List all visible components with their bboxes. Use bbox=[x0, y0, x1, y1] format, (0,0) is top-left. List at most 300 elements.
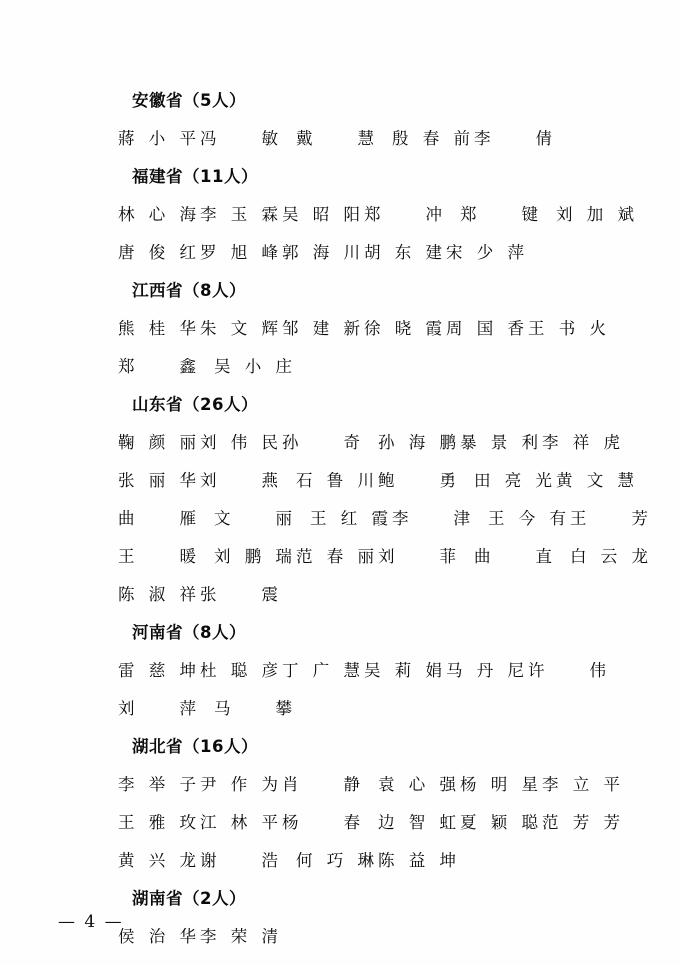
name-char: 智 bbox=[408, 813, 426, 832]
person-name bbox=[282, 234, 364, 272]
person-name bbox=[118, 424, 200, 462]
name-char: 昭 bbox=[312, 205, 330, 224]
person-name bbox=[214, 500, 310, 538]
name-char: 殷 bbox=[392, 129, 409, 148]
name-char: 益 bbox=[408, 851, 426, 870]
person-name bbox=[200, 842, 296, 880]
name-char: 王 bbox=[118, 547, 135, 566]
name-char: 川 bbox=[343, 243, 360, 262]
province-name: 山东省 bbox=[132, 395, 183, 414]
name-char: 祥 bbox=[179, 585, 196, 604]
name-char: 莉 bbox=[394, 661, 412, 680]
province-count: （2人） bbox=[183, 889, 246, 908]
name-char: 夏 bbox=[460, 813, 477, 832]
name-char: 郑 bbox=[118, 357, 135, 376]
name-row bbox=[118, 690, 588, 728]
name-char: 阳 bbox=[343, 205, 360, 224]
name-char: 戴 bbox=[296, 129, 313, 148]
name-char: 奇 bbox=[343, 433, 360, 452]
name-char: 颖 bbox=[490, 813, 508, 832]
name-char: 曲 bbox=[118, 509, 135, 528]
province-name: 福建省 bbox=[132, 167, 183, 186]
name-char: 书 bbox=[558, 319, 576, 338]
name-char: 鲍 bbox=[378, 471, 395, 490]
person-name bbox=[392, 120, 474, 158]
name-char: 倩 bbox=[535, 129, 552, 148]
name-char: 斌 bbox=[617, 205, 634, 224]
name-char: 孙 bbox=[282, 433, 299, 452]
province-heading bbox=[118, 386, 588, 424]
province-section bbox=[118, 272, 606, 386]
person-name bbox=[296, 120, 392, 158]
person-name bbox=[378, 424, 460, 462]
name-char: 伟 bbox=[589, 661, 606, 680]
name-char: 周 bbox=[446, 319, 463, 338]
name-char: 杨 bbox=[460, 775, 477, 794]
name-char: 虹 bbox=[439, 813, 456, 832]
province-section bbox=[118, 158, 634, 272]
name-row bbox=[118, 576, 588, 614]
province-name: 湖北省 bbox=[132, 737, 183, 756]
name-char: 海 bbox=[408, 433, 426, 452]
name-char: 陈 bbox=[378, 851, 395, 870]
name-char: 侯 bbox=[118, 927, 135, 946]
name-char: 广 bbox=[312, 661, 330, 680]
name-char: 郭 bbox=[282, 243, 299, 262]
name-char: 兴 bbox=[148, 851, 166, 870]
province-count: （5人） bbox=[183, 91, 246, 110]
person-name bbox=[542, 804, 624, 842]
name-char: 马 bbox=[446, 661, 463, 680]
name-char: 前 bbox=[453, 129, 470, 148]
person-name bbox=[200, 804, 282, 842]
person-name bbox=[200, 918, 282, 956]
name-char: 肖 bbox=[282, 775, 299, 794]
province-name: 安徽省 bbox=[132, 91, 183, 110]
person-name bbox=[118, 652, 200, 690]
province-count: （8人） bbox=[183, 623, 246, 642]
name-row bbox=[118, 766, 620, 804]
name-char: 文 bbox=[214, 509, 231, 528]
name-char: 王 bbox=[570, 509, 587, 528]
name-char: 慈 bbox=[148, 661, 166, 680]
name-char: 明 bbox=[490, 775, 508, 794]
name-char: 黄 bbox=[118, 851, 135, 870]
name-char: 华 bbox=[179, 319, 196, 338]
name-char: 平 bbox=[603, 775, 620, 794]
person-name bbox=[570, 538, 652, 576]
name-char: 谢 bbox=[200, 851, 217, 870]
name-char: 李 bbox=[392, 509, 409, 528]
person-name bbox=[474, 538, 570, 576]
name-char: 聪 bbox=[521, 813, 538, 832]
name-char: 田 bbox=[474, 471, 491, 490]
name-row bbox=[118, 120, 588, 158]
name-char: 丁 bbox=[282, 661, 299, 680]
person-name bbox=[200, 234, 282, 272]
person-name bbox=[378, 462, 474, 500]
province-count: （16人） bbox=[183, 737, 258, 756]
name-char: 徐 bbox=[364, 319, 381, 338]
name-char: 勇 bbox=[439, 471, 456, 490]
name-char: 曲 bbox=[474, 547, 491, 566]
name-char: 鹏 bbox=[244, 547, 262, 566]
name-char: 王 bbox=[488, 509, 505, 528]
name-char: 霞 bbox=[425, 319, 442, 338]
name-char: 刘 bbox=[378, 547, 395, 566]
person-name bbox=[542, 766, 624, 804]
person-name bbox=[282, 804, 378, 842]
name-char: 虎 bbox=[603, 433, 620, 452]
name-char: 李 bbox=[474, 129, 491, 148]
name-char: 星 bbox=[521, 775, 538, 794]
name-char: 李 bbox=[542, 433, 559, 452]
name-char: 直 bbox=[535, 547, 552, 566]
person-name bbox=[118, 234, 200, 272]
name-char: 丽 bbox=[148, 471, 166, 490]
name-char: 黄 bbox=[556, 471, 573, 490]
name-char: 丽 bbox=[275, 509, 292, 528]
name-char: 郑 bbox=[364, 205, 381, 224]
name-char: 范 bbox=[542, 813, 559, 832]
name-char: 坤 bbox=[439, 851, 456, 870]
name-char: 平 bbox=[179, 129, 196, 148]
person-name bbox=[378, 804, 460, 842]
name-char: 芳 bbox=[603, 813, 620, 832]
name-row bbox=[118, 424, 620, 462]
person-name bbox=[118, 500, 214, 538]
name-char: 宋 bbox=[446, 243, 463, 262]
name-row bbox=[118, 196, 634, 234]
province-name: 江西省 bbox=[132, 281, 183, 300]
name-char: 心 bbox=[148, 205, 166, 224]
name-char: 俊 bbox=[148, 243, 166, 262]
name-char: 慧 bbox=[343, 661, 360, 680]
province-heading bbox=[118, 158, 588, 196]
name-char: 李 bbox=[200, 927, 217, 946]
person-name bbox=[378, 766, 460, 804]
person-name bbox=[446, 310, 528, 348]
province-heading bbox=[118, 728, 588, 766]
name-char: 火 bbox=[589, 319, 606, 338]
name-char: 华 bbox=[179, 927, 196, 946]
name-char: 吴 bbox=[214, 357, 231, 376]
name-char: 民 bbox=[261, 433, 278, 452]
name-char: 王 bbox=[528, 319, 545, 338]
name-char: 淑 bbox=[148, 585, 166, 604]
name-char: 冲 bbox=[425, 205, 442, 224]
person-name bbox=[282, 424, 378, 462]
person-name bbox=[296, 842, 378, 880]
name-char: 白 bbox=[570, 547, 587, 566]
name-char: 云 bbox=[600, 547, 618, 566]
person-name bbox=[118, 120, 200, 158]
document-body bbox=[118, 82, 648, 956]
name-char: 杜 bbox=[200, 661, 217, 680]
province-heading bbox=[118, 272, 588, 310]
person-name bbox=[378, 538, 474, 576]
name-char: 袁 bbox=[378, 775, 395, 794]
name-char: 春 bbox=[326, 547, 344, 566]
name-char: 尹 bbox=[200, 775, 217, 794]
name-char: 丹 bbox=[476, 661, 494, 680]
person-name bbox=[118, 842, 200, 880]
person-name bbox=[282, 766, 378, 804]
name-row bbox=[118, 500, 648, 538]
province-name: 湖南省 bbox=[132, 889, 183, 908]
person-name bbox=[364, 196, 460, 234]
name-char: 雅 bbox=[148, 813, 166, 832]
name-char: 峰 bbox=[261, 243, 278, 262]
name-char: 玉 bbox=[230, 205, 248, 224]
name-char: 鹏 bbox=[439, 433, 456, 452]
name-char: 有 bbox=[549, 509, 566, 528]
name-char: 新 bbox=[343, 319, 360, 338]
person-name bbox=[556, 196, 638, 234]
name-char: 为 bbox=[261, 775, 278, 794]
name-char: 鞠 bbox=[118, 433, 135, 452]
province-section bbox=[118, 386, 648, 614]
person-name bbox=[214, 348, 296, 386]
name-row bbox=[118, 918, 588, 956]
person-name bbox=[118, 538, 214, 576]
name-char: 丽 bbox=[357, 547, 374, 566]
province-count: （11人） bbox=[183, 167, 258, 186]
person-name bbox=[460, 196, 556, 234]
person-name bbox=[528, 310, 610, 348]
name-char: 文 bbox=[586, 471, 604, 490]
name-char: 何 bbox=[296, 851, 313, 870]
name-char: 红 bbox=[179, 243, 196, 262]
name-char: 孙 bbox=[378, 433, 395, 452]
name-char: 龙 bbox=[631, 547, 648, 566]
name-char: 蔣 bbox=[118, 129, 135, 148]
name-char: 陈 bbox=[118, 585, 135, 604]
name-char: 鲁 bbox=[326, 471, 344, 490]
name-char: 川 bbox=[357, 471, 374, 490]
name-char: 李 bbox=[542, 775, 559, 794]
name-char: 清 bbox=[261, 927, 278, 946]
person-name bbox=[200, 310, 282, 348]
name-char: 晓 bbox=[394, 319, 412, 338]
name-row bbox=[118, 652, 606, 690]
person-name bbox=[364, 652, 446, 690]
person-name bbox=[364, 234, 446, 272]
name-char: 少 bbox=[476, 243, 494, 262]
name-char: 暖 bbox=[179, 547, 196, 566]
person-name bbox=[570, 500, 666, 538]
person-name bbox=[200, 120, 296, 158]
name-char: 尼 bbox=[507, 661, 524, 680]
person-name bbox=[528, 652, 624, 690]
name-char: 芳 bbox=[631, 509, 648, 528]
name-char: 海 bbox=[312, 243, 330, 262]
province-heading bbox=[118, 614, 588, 652]
name-char: 刘 bbox=[200, 471, 217, 490]
province-section bbox=[118, 614, 606, 728]
name-char: 坤 bbox=[179, 661, 196, 680]
person-name bbox=[378, 842, 460, 880]
name-row bbox=[118, 842, 588, 880]
name-char: 林 bbox=[118, 205, 135, 224]
name-char: 暴 bbox=[460, 433, 477, 452]
name-char: 华 bbox=[179, 471, 196, 490]
name-char: 荣 bbox=[230, 927, 248, 946]
name-char: 慧 bbox=[357, 129, 374, 148]
name-char: 江 bbox=[200, 813, 217, 832]
person-name bbox=[296, 462, 378, 500]
name-char: 彦 bbox=[261, 661, 278, 680]
name-char: 许 bbox=[528, 661, 545, 680]
name-char: 聪 bbox=[230, 661, 248, 680]
person-name bbox=[200, 462, 296, 500]
person-name bbox=[488, 500, 570, 538]
name-char: 丽 bbox=[179, 433, 196, 452]
name-char: 罗 bbox=[200, 243, 217, 262]
person-name bbox=[118, 918, 200, 956]
name-char: 娟 bbox=[425, 661, 442, 680]
name-char: 雁 bbox=[179, 509, 196, 528]
province-heading bbox=[118, 82, 588, 120]
name-char: 立 bbox=[572, 775, 590, 794]
name-char: 旭 bbox=[230, 243, 248, 262]
name-char: 李 bbox=[118, 775, 135, 794]
name-char: 马 bbox=[214, 699, 231, 718]
name-char: 建 bbox=[312, 319, 330, 338]
name-char: 作 bbox=[230, 775, 248, 794]
name-char: 熊 bbox=[118, 319, 135, 338]
person-name bbox=[200, 196, 282, 234]
province-count: （26人） bbox=[183, 395, 258, 414]
name-char: 桂 bbox=[148, 319, 166, 338]
name-char: 石 bbox=[296, 471, 313, 490]
name-char: 鑫 bbox=[179, 357, 196, 376]
person-name bbox=[474, 120, 570, 158]
name-char: 王 bbox=[310, 509, 327, 528]
name-char: 张 bbox=[200, 585, 217, 604]
name-char: 伟 bbox=[230, 433, 248, 452]
name-char: 春 bbox=[422, 129, 440, 148]
person-name bbox=[200, 424, 282, 462]
name-char: 雷 bbox=[118, 661, 135, 680]
province-heading bbox=[118, 880, 588, 918]
name-char: 吴 bbox=[282, 205, 299, 224]
name-char: 王 bbox=[118, 813, 135, 832]
name-char: 玫 bbox=[179, 813, 196, 832]
name-char: 芳 bbox=[572, 813, 590, 832]
name-char: 冯 bbox=[200, 129, 217, 148]
name-row bbox=[118, 310, 606, 348]
name-char: 杨 bbox=[282, 813, 299, 832]
name-char: 菲 bbox=[439, 547, 456, 566]
name-char: 燕 bbox=[261, 471, 278, 490]
name-char: 吴 bbox=[364, 661, 381, 680]
name-char: 震 bbox=[261, 585, 278, 604]
person-name bbox=[214, 538, 296, 576]
name-char: 浩 bbox=[261, 851, 278, 870]
name-char: 郑 bbox=[460, 205, 477, 224]
person-name bbox=[118, 310, 200, 348]
name-char: 津 bbox=[453, 509, 470, 528]
person-name bbox=[392, 500, 488, 538]
name-char: 小 bbox=[148, 129, 166, 148]
province-name: 河南省 bbox=[132, 623, 183, 642]
name-char: 治 bbox=[148, 927, 166, 946]
name-row bbox=[118, 234, 588, 272]
person-name bbox=[282, 196, 364, 234]
name-char: 刘 bbox=[214, 547, 231, 566]
name-char: 边 bbox=[378, 813, 395, 832]
name-char: 胡 bbox=[364, 243, 381, 262]
name-char: 香 bbox=[507, 319, 524, 338]
name-char: 海 bbox=[179, 205, 196, 224]
person-name bbox=[282, 652, 364, 690]
person-name bbox=[200, 652, 282, 690]
province-section bbox=[118, 82, 588, 158]
person-name bbox=[556, 462, 638, 500]
person-name bbox=[118, 196, 200, 234]
person-name bbox=[446, 234, 528, 272]
person-name bbox=[118, 576, 200, 614]
province-section bbox=[118, 728, 620, 880]
name-char: 庄 bbox=[275, 357, 292, 376]
person-name bbox=[200, 576, 296, 614]
name-char: 子 bbox=[179, 775, 196, 794]
name-char: 萍 bbox=[179, 699, 196, 718]
person-name bbox=[296, 538, 378, 576]
name-char: 静 bbox=[343, 775, 360, 794]
person-name bbox=[460, 766, 542, 804]
name-char: 心 bbox=[408, 775, 426, 794]
name-char: 朱 bbox=[200, 319, 217, 338]
person-name bbox=[460, 424, 542, 462]
name-char: 刘 bbox=[118, 699, 135, 718]
page-number: — 4 — bbox=[58, 912, 124, 932]
name-char: 敏 bbox=[261, 129, 278, 148]
name-char: 巧 bbox=[326, 851, 344, 870]
name-char: 攀 bbox=[275, 699, 292, 718]
name-char: 景 bbox=[490, 433, 508, 452]
name-row bbox=[118, 348, 588, 386]
person-name bbox=[474, 462, 556, 500]
name-char: 颜 bbox=[148, 433, 166, 452]
name-char: 林 bbox=[230, 813, 248, 832]
person-name bbox=[118, 348, 214, 386]
name-char: 张 bbox=[118, 471, 135, 490]
name-char: 琳 bbox=[357, 851, 374, 870]
name-row bbox=[118, 804, 620, 842]
name-char: 刘 bbox=[556, 205, 573, 224]
name-char: 平 bbox=[261, 813, 278, 832]
name-char: 红 bbox=[340, 509, 358, 528]
name-char: 国 bbox=[476, 319, 494, 338]
name-char: 辉 bbox=[261, 319, 278, 338]
person-name bbox=[282, 310, 364, 348]
name-char: 利 bbox=[521, 433, 538, 452]
name-char: 春 bbox=[343, 813, 360, 832]
province-count: （8人） bbox=[183, 281, 246, 300]
name-char: 小 bbox=[244, 357, 262, 376]
person-name bbox=[118, 804, 200, 842]
province-section bbox=[118, 880, 588, 956]
name-row bbox=[118, 462, 634, 500]
name-char: 唐 bbox=[118, 243, 135, 262]
person-name bbox=[200, 766, 282, 804]
name-char: 建 bbox=[425, 243, 442, 262]
name-char: 东 bbox=[394, 243, 412, 262]
name-char: 文 bbox=[230, 319, 248, 338]
name-char: 龙 bbox=[179, 851, 196, 870]
